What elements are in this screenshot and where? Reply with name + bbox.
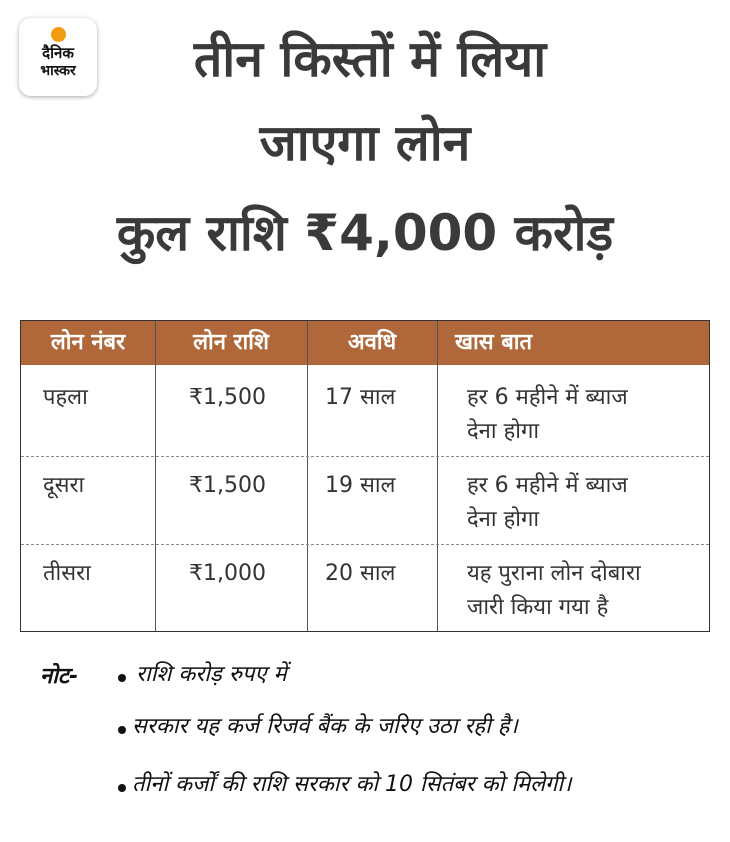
headline-line2: जाएगा लोन [259,114,471,172]
loan-note [467,381,628,449]
loan-table [20,320,710,632]
bullet-icon [118,674,126,682]
header-key-point: खास बात [455,330,533,355]
bullet-icon [118,726,126,734]
loan-note-line2: देना होगा [467,419,540,444]
header-loan-number: लोन नंबर [50,330,126,355]
loan-note [467,557,641,625]
header-period: अवधि [347,330,397,355]
loan-number: तीसरा [43,561,91,586]
loan-period: 17 साल [325,385,396,410]
notes-label: नोट- [40,664,79,689]
loan-note [467,469,628,537]
logo-text-line1: दैनिक [42,44,74,62]
loan-note-line2: जारी किया गया है [467,595,609,620]
loan-number: दूसरा [43,473,85,498]
loan-period: 19 साल [325,473,396,498]
note-item: तीनों कर्जों की राशि सरकार को 10 सितंबर को मिलेगी। [132,772,572,797]
loan-amount: ₹1,500 [189,473,266,498]
loan-period: 20 साल [325,561,396,586]
note-item: राशि करोड़ रुपए में [136,662,287,687]
logo-text-line2: भास्कर [40,63,76,79]
bullet-icon [118,784,126,792]
table-row [21,453,709,541]
loan-amount: ₹1,000 [189,561,266,586]
table-row [21,541,709,629]
headline-line3: कुल राशि ₹4,000 करोड़ [116,204,614,262]
loan-note-line1: हर 6 महीने में ब्याज [467,385,628,410]
headline-line1: तीन किस्तों में लिया [193,30,547,88]
loan-number: पहला [43,385,88,410]
loan-note-line1: यह पुराना लोन दोबारा [467,561,641,586]
loan-amount: ₹1,500 [189,385,266,410]
table-header [21,321,709,365]
header-loan-amount: लोन राशि [193,330,269,355]
loan-note-line1: हर 6 महीने में ब्याज [467,473,628,498]
note-item: सरकार यह कर्ज रिजर्व बैंक के जरिए उठा रही है। [132,714,518,739]
loan-note-line2: देना होगा [467,507,540,532]
table-row [21,365,709,453]
